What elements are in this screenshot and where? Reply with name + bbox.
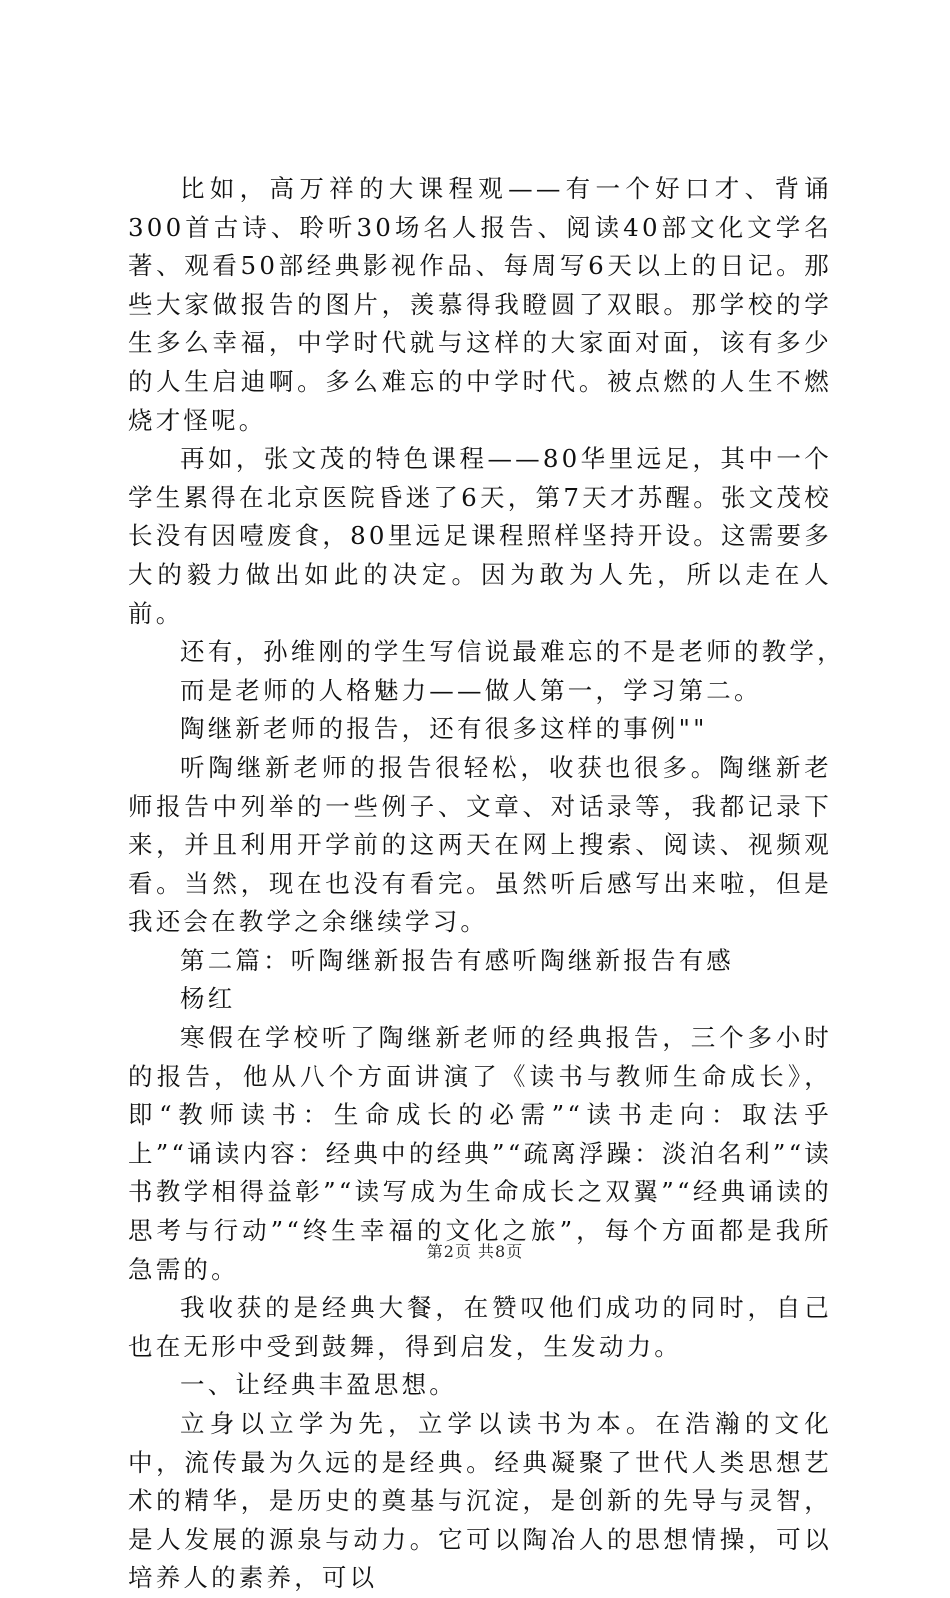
paragraph: 还有，孙维刚的学生写信说最难忘的不是老师的教学， [180, 637, 845, 667]
section-heading: 第二篇：听陶继新报告有感听陶继新报告有感 [180, 945, 734, 975]
paragraph: 陶继新老师的报告，还有很多这样的事例"" [180, 714, 708, 744]
author-name: 杨红 [180, 984, 236, 1014]
page-number-footer: 第2页 共8页 [426, 1242, 524, 1261]
paragraph: 比如，高万祥的大课程观——有一个好口才、背诵300首古诗、聆听30场名人报告、阅读40部文化文学名著、观看50部经典影视作品、每周写6天以上的日记。那些大家做报告的图片，羡慕得我瞪圆了双眼。那学校的学生多么幸福，中学时代就与这样的大家面对面，该有多少的人生启迪啊。多么难忘的中学时代。被点燃的人生不燃烧才怪呢。 [128, 174, 832, 435]
paragraph: 立身以立学为先，立学以读书为本。在浩瀚的文化中，流传最为久远的是经典。经典凝聚了世代人类思想艺术的精华，是历史的奠基与沉淀，是创新的先导与灵智，是人发展的源泉与动力。它可以陶冶人的思想情操，可以培养人的素养，可以 [128, 1409, 832, 1593]
paragraph: 我收获的是经典大餐，在赞叹他们成功的同时，自己也在无形中受到鼓舞，得到启发，生发动力。 [128, 1293, 832, 1361]
paragraph: 而是老师的人格魅力——做人第一，学习第二。 [180, 675, 762, 705]
subsection-heading: 一、让经典丰盈思想。 [180, 1370, 457, 1400]
document-body [128, 170, 845, 1598]
paragraph: 再如，张文茂的特色课程——80华里远足，其中一个学生累得在北京医院昏迷了6天，第7天才苏醒。张文茂校长没有因噎废食，80里远足课程照样坚持开设。这需要多大的毅力做出如此的决定。因为敢为人先，所以走在人前。 [128, 444, 832, 628]
paragraph: 寒假在学校听了陶继新老师的经典报告，三个多小时的报告，他从八个方面讲演了《读书与教师生命成长》，即“教师读书：生命成长的必需”“读书走向：取法乎上”“诵读内容：经典中的经典”“疏离浮躁：淡泊名利”“读书教学相得益彰”“读写成为生命成长之双翼”“经典诵读的思考与行动”“终生幸福的文化之旅”，每个方面都是我所急需的。 [128, 1023, 832, 1284]
paragraph: 听陶继新老师的报告很轻松，收获也很多。陶继新老师报告中列举的一些例子、文章、对话录等，我都记录下来，并且利用开学前的这两天在网上搜索、阅读、视频观看。当然，现在也没有看完。虽然听后感写出来啦，但是我还会在教学之余继续学习。 [128, 752, 832, 937]
